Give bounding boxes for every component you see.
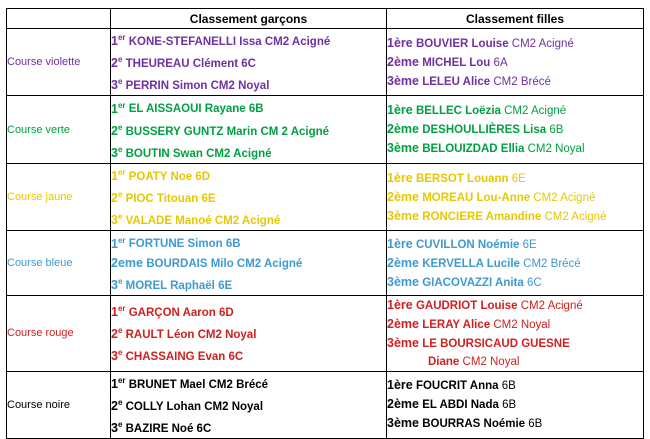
rank: [111, 237, 126, 251]
boys-entry: [111, 141, 386, 163]
athlete-name: MOREL Raphaël: [125, 279, 215, 292]
race-row: [7, 295, 644, 371]
girls-results: [387, 231, 644, 295]
girls-entry: [387, 101, 643, 120]
athlete-name: LE BOURSICAUD GUESNE: [422, 337, 570, 350]
boys-entry: [111, 208, 386, 230]
boys-entry: [111, 416, 386, 438]
school: 6A: [493, 56, 508, 69]
girls-entry: [387, 72, 643, 91]
school: CM2 Brécé: [208, 378, 269, 391]
girls-entry: [387, 273, 643, 292]
athlete-name: BOUTIN Swan: [125, 147, 203, 160]
rank-number: 3: [111, 421, 118, 436]
rank: 2ème: [387, 122, 419, 137]
girls-entry: [387, 296, 643, 315]
athlete-name: LERAY Alice: [422, 318, 491, 331]
race-label: Course bleue: [7, 231, 111, 295]
rank: 1ère: [387, 236, 413, 251]
school: CM2 Acigné: [520, 299, 583, 312]
rank-number: 3: [111, 145, 118, 160]
athlete-name: KERVELLA Lucile: [422, 257, 520, 270]
school: CM2 Brécé: [523, 257, 581, 270]
athlete-name: RAULT Léon: [125, 329, 195, 342]
athlete-name: BRUNET Mael: [128, 378, 206, 391]
rank-suffix: er: [117, 375, 126, 385]
boys-entry: [111, 96, 386, 118]
boys-entry: [111, 29, 386, 51]
athlete-name: EL AISSAOUI Rayane: [128, 103, 246, 116]
rank-number: 1: [111, 305, 118, 320]
school: 6C: [241, 58, 256, 71]
school: 6B: [501, 380, 516, 393]
rank: [111, 102, 126, 116]
athlete-name: LELEU Alice: [422, 75, 491, 88]
rank: [111, 305, 126, 319]
boys-results: [111, 29, 387, 96]
rank-suffix: er: [117, 167, 126, 177]
school: 6E: [218, 279, 233, 292]
athlete-name: FOUCRIT Anna: [415, 380, 499, 393]
school: CM2 Noyal: [493, 318, 551, 331]
boys-entry: [111, 273, 386, 295]
athlete-name: MOREAU Lou-Anne: [422, 191, 531, 204]
rank: [111, 349, 122, 363]
athlete-name: GARÇON Aaron: [128, 307, 216, 320]
rank: 2ème: [387, 316, 419, 331]
girls-results: [387, 96, 644, 163]
rank-suffix: er: [117, 235, 126, 245]
girls-results: [387, 163, 644, 230]
athlete-name: BOURDAIS Milo: [146, 257, 234, 270]
race-row: [7, 231, 644, 295]
athlete-name: RONCIERE Amandine: [422, 210, 542, 223]
athlete-name: VALADE Manoé: [125, 215, 212, 228]
boys-entry: [111, 231, 386, 253]
school: CM2 Noyal: [204, 401, 264, 414]
athlete-name: GIACOVAZZI Anita: [422, 276, 524, 289]
rank-number: 3: [111, 78, 118, 93]
school: CM2 Acigné: [264, 36, 331, 49]
race-row: [7, 371, 644, 438]
rank-suffix: er: [117, 33, 126, 42]
athlete-name: BELLEC Loëzia: [415, 105, 501, 118]
athlete-name: BELOUIZDAD Ellia: [422, 143, 525, 156]
race-row: [7, 29, 644, 96]
school: CM2 Acigné: [533, 191, 596, 204]
rank: 2ème: [387, 54, 419, 69]
rank-number: 2: [111, 399, 118, 414]
school: CM2 Noyal: [462, 355, 520, 368]
rank: [111, 377, 126, 391]
rank-suffix: e: [117, 77, 123, 87]
athlete-name: BAZIRE Noé: [125, 423, 194, 436]
girls-entry: [387, 315, 643, 334]
athlete-name: CHASSAING Evan: [125, 351, 226, 364]
rank: [111, 56, 122, 70]
race-label: Course verte: [7, 96, 111, 163]
rank: [111, 327, 122, 341]
rank: 1ère: [387, 170, 413, 185]
rank: 3ème: [387, 416, 419, 431]
athlete-name: CUVILLON Noémie: [415, 238, 520, 251]
rank: 3ème: [387, 141, 419, 156]
girls-results: [387, 295, 644, 371]
rank: 1ère: [387, 378, 413, 393]
rank-number: 3: [111, 277, 118, 292]
rank: 1ère: [387, 297, 413, 312]
rank: 3ème: [387, 73, 419, 88]
athlete-name: DESHOULLIÈRES Lisa: [422, 124, 547, 137]
rank-suffix: e: [117, 55, 123, 65]
rank: 2ème: [387, 255, 419, 270]
athlete-name: PIOC Titouan: [125, 193, 199, 206]
girls-entry-continuation: [387, 353, 643, 371]
athlete-name: BERSOT Louann: [415, 172, 509, 185]
school: 6E: [511, 172, 526, 185]
rank-suffix: e: [117, 122, 123, 132]
rank: [111, 278, 122, 292]
athlete-name: KONE-STEFANELLI Issa: [128, 36, 262, 49]
girls-entry: [387, 254, 643, 273]
school: 6E: [201, 193, 216, 206]
girls-entry: [387, 376, 643, 395]
rank: 3ème: [387, 335, 419, 350]
race-label: Course jaune: [7, 163, 111, 230]
girls-entry: [387, 188, 643, 207]
boys-entry: [111, 164, 386, 186]
boys-results: [111, 163, 387, 230]
school: CM 2 Acigné: [260, 125, 330, 138]
rank-suffix: e: [117, 212, 123, 222]
boys-results: [111, 231, 387, 295]
rank-number: 3: [111, 349, 118, 364]
athlete-name: COLLY Lohan: [125, 401, 202, 414]
school: 6B: [248, 103, 264, 116]
rank: [111, 78, 122, 92]
girls-results: [387, 29, 644, 96]
athlete-name: BOUVIER Louise: [415, 37, 509, 50]
rank-suffix: e: [117, 276, 123, 286]
girls-entry: [387, 139, 643, 158]
rank: 3ème: [387, 208, 419, 223]
boys-entry: [111, 73, 386, 95]
rank-suffix: e: [117, 144, 123, 154]
boys-results: [111, 96, 387, 163]
school: CM2 Acigné: [206, 147, 272, 160]
school: CM2 Noyal: [210, 80, 270, 93]
rank-number: 3: [111, 213, 118, 228]
rank-number: 1: [111, 236, 118, 251]
rank: [111, 124, 122, 138]
school: CM2 Acigné: [236, 257, 303, 270]
rank: [111, 213, 122, 227]
athlete-name: FORTUNE Simon: [128, 238, 223, 251]
boys-header: Classement garçons: [111, 9, 387, 29]
athlete-name: THEUREAU Clément: [125, 58, 239, 71]
boys-entry: [111, 51, 386, 73]
girls-entry: [387, 207, 643, 226]
boys-results: [111, 295, 387, 371]
race-label: Course violette: [7, 29, 111, 96]
rank: [111, 169, 126, 183]
rank-suffix: er: [117, 100, 126, 110]
rank-suffix: e: [117, 420, 123, 430]
rank: 1ère: [387, 35, 413, 50]
race-label: Course rouge: [7, 295, 111, 371]
rank-suffix: e: [117, 326, 123, 336]
rank-number: 1: [111, 169, 118, 184]
athlete-name: BOURRAS Noémie: [422, 418, 526, 431]
boys-entry: [111, 372, 386, 394]
school: 6B: [225, 238, 241, 251]
rank-number: 2: [111, 191, 118, 206]
corner-cell: [7, 9, 111, 29]
girls-entry: [387, 169, 643, 188]
rank-number: 1: [111, 34, 118, 49]
boys-entry: [111, 119, 386, 141]
girls-entry: [387, 34, 643, 53]
school: 6C: [228, 351, 244, 364]
rank-number: 1: [111, 101, 118, 116]
athlete-name: EL ABDI Nada: [422, 399, 499, 412]
school: CM2 Acigné: [544, 210, 607, 223]
rank: [111, 146, 122, 160]
rank-number: 2: [111, 123, 118, 138]
rank-suffix: er: [117, 303, 126, 313]
girls-entry: [387, 120, 643, 139]
school: 6E: [522, 238, 537, 251]
rank-number: 2: [111, 56, 118, 71]
athlete-name: BUSSERY GUNTZ Marin: [125, 125, 258, 138]
rank: 2ème: [387, 189, 419, 204]
girls-entry: [387, 414, 643, 433]
girls-entry: [387, 53, 643, 72]
boys-entry: [111, 254, 386, 273]
rank: [111, 421, 122, 435]
boys-results: [111, 371, 387, 438]
rank: [111, 34, 126, 48]
girls-entry: [387, 395, 643, 414]
school: 6D: [195, 171, 211, 184]
girls-entry: [387, 235, 643, 254]
school: CM2 Acigné: [511, 37, 574, 50]
school: CM2 Brécé: [493, 75, 551, 88]
race-label: Course noire: [7, 371, 111, 438]
school: 6B: [549, 124, 564, 137]
rank: [111, 191, 122, 205]
boys-entry: [111, 344, 386, 366]
rank-number: 1: [111, 376, 118, 391]
school: 6B: [528, 418, 543, 431]
race-row: [7, 96, 644, 163]
athlete-name: MICHEL Lou: [422, 56, 491, 69]
school: CM2 Noyal: [527, 143, 585, 156]
school: 6B: [502, 399, 517, 412]
school: 6C: [196, 423, 212, 436]
rank-suffix: e: [117, 190, 123, 200]
rank: 2ème: [387, 397, 419, 412]
boys-entry: [111, 300, 386, 322]
school: CM2 Noyal: [197, 329, 257, 342]
rank: [111, 256, 143, 270]
athlete-name: PERRIN Simon: [125, 80, 208, 93]
boys-entry: [111, 322, 386, 344]
rank: [111, 399, 122, 413]
rank-number: 2: [111, 327, 118, 342]
rank-number: 2eme: [111, 255, 143, 270]
girls-results: [387, 371, 644, 438]
school: CM2 Acigné: [214, 215, 281, 228]
athlete-name: Diane: [428, 355, 460, 368]
school: CM2 Acigné: [504, 105, 567, 118]
school: 6C: [526, 276, 542, 289]
header-row: [7, 9, 644, 29]
rank: 3ème: [387, 274, 419, 289]
athlete-name: GAUDRIOT Louise: [415, 299, 518, 312]
boys-entry: [111, 186, 386, 208]
rank: 1ère: [387, 103, 413, 118]
results-table: [6, 8, 644, 439]
race-row: [7, 163, 644, 230]
rank-suffix: e: [117, 397, 123, 407]
girls-entry: [387, 334, 643, 353]
athlete-name: POATY Noe: [128, 171, 193, 184]
school: 6D: [219, 307, 234, 320]
girls-header: Classement filles: [387, 9, 644, 29]
rank-suffix: e: [117, 348, 123, 358]
